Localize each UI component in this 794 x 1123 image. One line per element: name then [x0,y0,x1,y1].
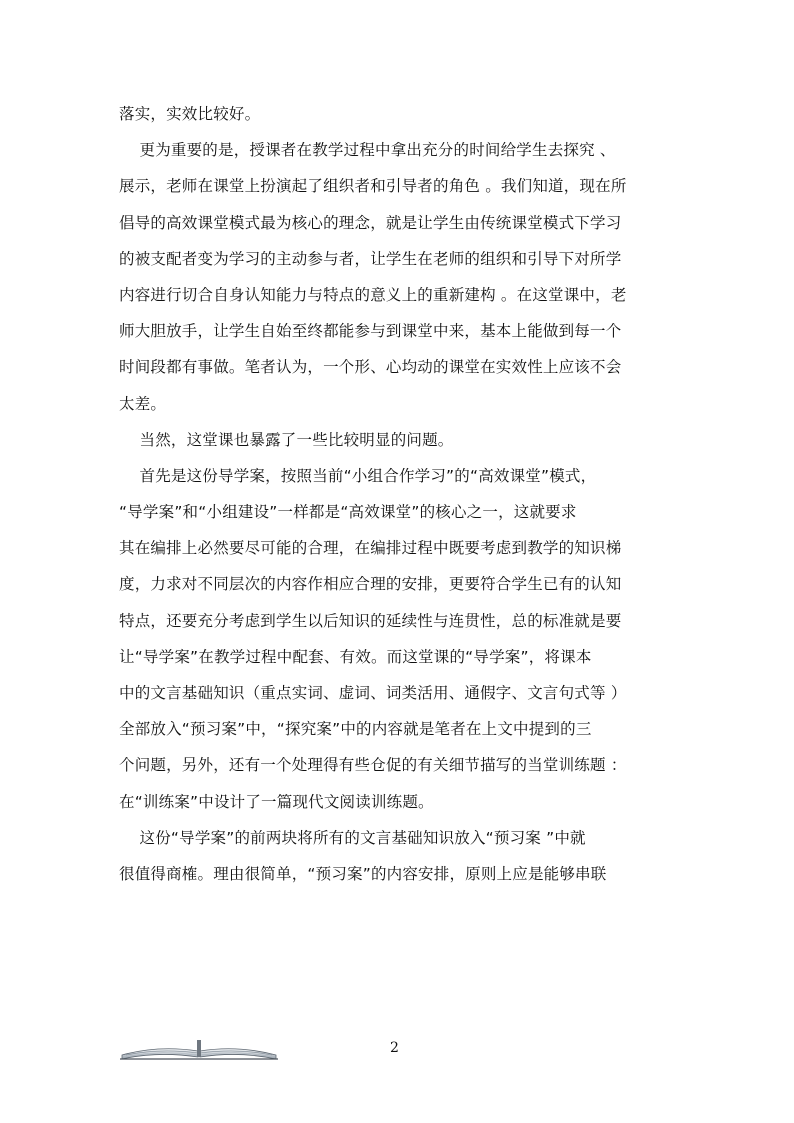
text-line: 太差。 [119,394,167,413]
text-line: 在“训练案”中设计了一篇现代文阅读训练题。 [119,792,434,811]
text-line: 这份“导学案”的前两块将所有的文言基础知识放入“预习案 ”中就 [119,828,586,847]
text-line: 全部放入“预习案”中，“探究案”中的内容就是笔者在上文中提到的三 [119,720,592,739]
text-line: 中的文言基础知识（重点实词、虚词、词类活用、通假字、文言句式等 ） [119,684,627,702]
text-line: 的被支配者变为学习的主动参与者，让学生在老师的组织和引导下对所学 [119,249,622,268]
text-line: 内容进行切合自身认知能力与特点的意义上的重新建构 。在这堂课中，老 [119,285,627,304]
text-line: 展示，老师在课堂上扮演起了组织者和引导者的角色 。我们知道，现在所 [119,177,627,196]
text-line: 首先是这份导学案，按照当前“小组合作学习”的“高效课堂”模式， [119,466,597,485]
text-line: 其在编排上必然要尽可能的合理，在编排过程中既要考虑到教学的知识梯 [119,539,622,558]
text-line: 时间段都有事做。笔者认为，一个形、心均动的课堂在实效性上应该不会 [119,358,622,377]
text-line: 当然，这堂课也暴露了一些比较明显的问题。 [119,430,454,449]
text-line: 特点，还要充分考虑到学生以后知识的延续性与连贯性，总的标准就是要 [119,611,622,630]
text-line: 师大胆放手，让学生自始至终都能参与到课堂中来，基本上能做到每一个 [119,322,622,341]
text-line: 更为重要的是，授课者在教学过程中拿出充分的时间给学生去探究 、 [119,141,616,160]
text-line: 很值得商榷。理由很简单，“预习案”的内容安排，原则上应是能够串联 [119,864,607,883]
text-line: 倡导的高效课堂模式最为核心的理念，就是让学生由传统课堂模式下学习 [119,213,622,232]
text-line: 让“导学案”在教学过程中配套、有效。而这堂课的“导学案”，将课本 [119,647,592,666]
text-line: 落实，实效比较好。 [119,105,261,123]
text-line: “导学案”和“小组建设”一样都是“高效课堂”的核心之一，这就要求 [119,503,577,522]
body-text [119,96,679,892]
open-book-icon [118,1033,280,1061]
text-line: 个问题，另外，还有一个处理得有些仓促的有关细节描写的当堂训练题 ： [119,756,627,775]
text-line: 度，力求对不同层次的内容作相应合理的安排，更要符合学生已有的认知 [119,575,622,594]
page-number: 2 [390,1040,399,1056]
